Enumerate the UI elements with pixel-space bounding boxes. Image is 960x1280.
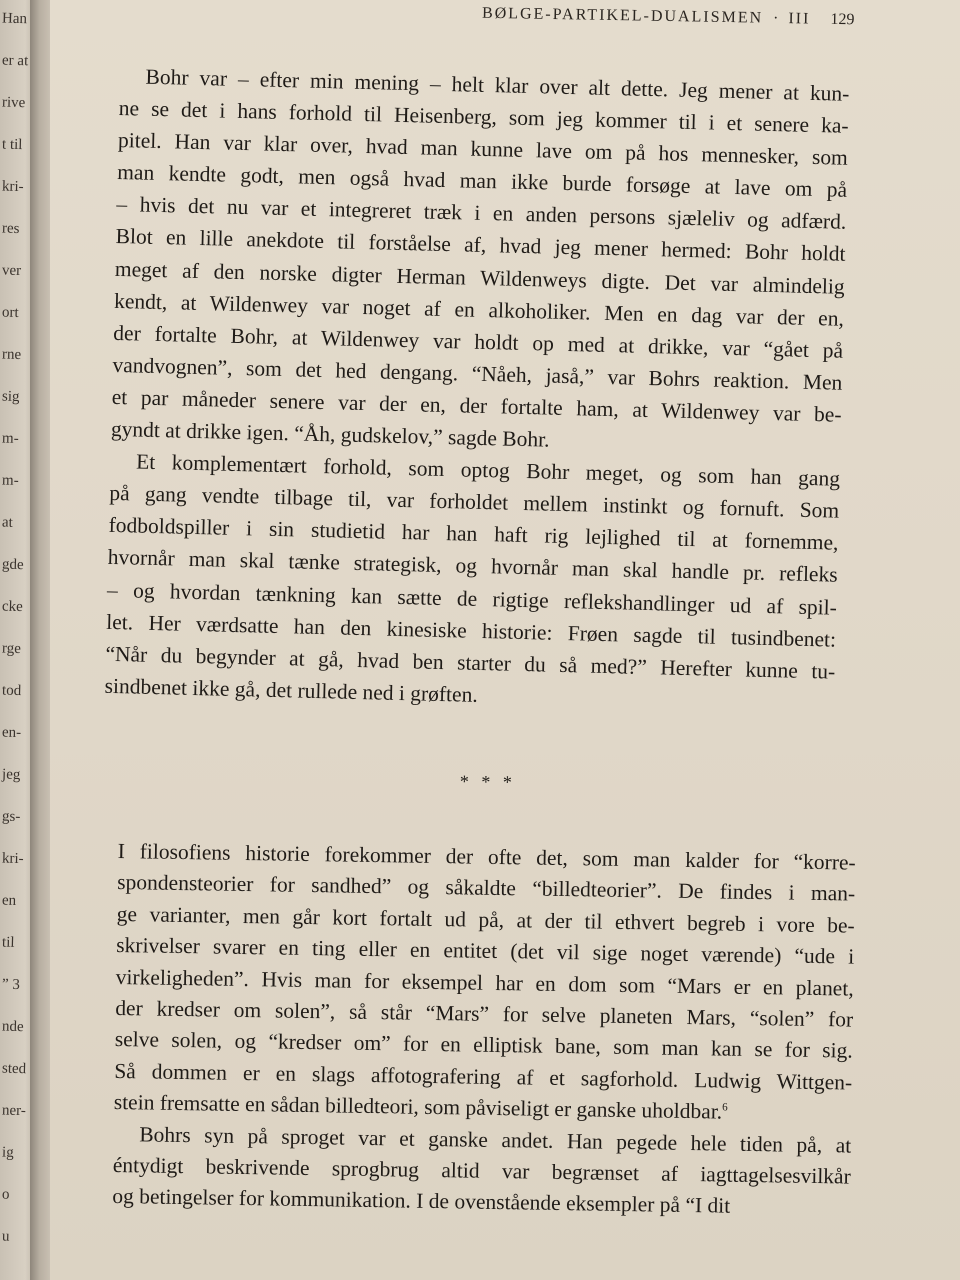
left-page-fragment: u: [1, 1228, 10, 1245]
left-page-fragment: en: [1, 892, 17, 909]
text-line: Blot en lille anekdote til forståelse af, hvad jeg mener hermed: Bohr holdt: [115, 224, 846, 267]
text-line: på gang vendte tilbage til, var forholdet mellem instinkt og fornuft. Som: [109, 481, 840, 523]
text-line: man kendte godt, men også hvad man ikke burde forsøge at lave om på: [116, 160, 848, 203]
text-line: Så dommen er en slags affotografering af et sagforhold. Ludwig Wittgen-: [114, 1058, 853, 1095]
left-page-fragment: m-: [1, 430, 19, 447]
left-page-fragment: ver: [1, 262, 22, 280]
page-number: 129: [830, 10, 855, 29]
text-line: spondensteorier for sandhed” og såkaldte “billedteorier”. De findes i man-: [117, 870, 856, 906]
footnote-reference[interactable]: 6: [722, 1101, 728, 1114]
section-2-wrapper: [112, 771, 856, 1224]
text-line: Et komplementært forhold, som optog Bohr meget, og som han gang: [135, 449, 841, 491]
text-line: stein fremsatte en sådan billedteori, som påviseligt er ganske uholdbar.$^6$: [113, 1090, 728, 1124]
text-line: virkeligheden”. Hvis man for eksempel har en dom som “Mars er en planet,: [115, 964, 854, 1001]
text-line: hvornår man skal tænke strategisk, og hvornår man skal handle pr. refleks: [107, 545, 838, 588]
left-page-fragment: at: [1, 514, 14, 531]
left-page-fragment: o: [1, 1186, 14, 1203]
left-page-fragment: Han: [1, 10, 28, 28]
left-page-fragment: nde: [1, 1018, 24, 1036]
text-line: I filosofiens historie forekommer der ofte det, som man kalder for “korre-: [117, 838, 856, 875]
text-line: éntydigt beskrivende sprogbrug altid var begrænset af iagttagelsesvilkår: [112, 1152, 851, 1189]
paragraph: [111, 60, 850, 463]
left-page-fragment: res: [1, 220, 20, 238]
text-line: pitel. Han var klar over, hvad man kunne lave om på hos mennesker, som: [117, 128, 849, 170]
text-line: ne se det i hans forhold til Heisenberg, som jeg kommer til i et senere ka-: [118, 96, 849, 138]
section-2: [112, 836, 856, 1224]
left-page-fragment: gde: [1, 556, 24, 574]
left-page-fragment: cke: [1, 598, 24, 616]
text-line: let. Her værdsatte han den kinesiske historie: Frøen sagde til tusindbenet:: [105, 609, 837, 652]
left-page-fragment: sted: [1, 1060, 27, 1078]
running-title: BØLGE-PARTIKEL-DUALISMEN: [481, 4, 764, 27]
text-line: kendt, at Wildenwey var noget af en alkoholiker. Men en dag var der en,: [113, 288, 845, 331]
left-page-fragment: rge: [1, 640, 22, 658]
left-page-fragment: gs-: [1, 808, 21, 826]
right-page: [50, 0, 960, 1280]
section-1: [104, 60, 849, 720]
header-separator: ·: [772, 9, 779, 27]
text-line: Bohr var – efter min mening – helt klar over alt dette. Jeg mener at kun-: [145, 64, 850, 106]
running-header: [482, 5, 855, 29]
paragraph: [114, 836, 856, 1130]
left-page-fragment: ort: [1, 304, 19, 321]
text-line: vandvognen”, som det hed dengang. “Nåeh, jaså,” var Bohrs reaktion. Men: [112, 352, 843, 395]
left-page-fragment: t til: [1, 136, 23, 154]
text-line: Bohrs syn på sproget var et ganske andet. Han pegede hele tiden på, at: [139, 1121, 852, 1158]
chapter-number: III: [788, 10, 811, 28]
paragraph: [104, 445, 840, 720]
section-break: * * *: [459, 771, 517, 793]
left-page-fragment: kri-: [1, 178, 24, 196]
left-page-fragment: m-: [1, 472, 19, 489]
text-line: et par måneder senere var der en, der fortalte ham, at Wildenwey var be-: [111, 384, 842, 427]
text-line: meget af den norske digter Herman Wildenweys digte. Det var almindelig: [114, 256, 845, 299]
left-page-fragment: rne: [1, 346, 22, 364]
left-page-fragment: en-: [1, 724, 22, 742]
text-line: “Når du begynder at gå, hvad ben starter du så med?” Herefter kunne tu-: [105, 641, 836, 684]
text-line: – hvis det nu var et integreret træk i en anden persons sjæleliv og adfærd.: [116, 192, 847, 235]
left-page-fragment: ig: [1, 1144, 14, 1161]
left-page-fragment: ner-: [1, 1102, 27, 1120]
text-line: ge varianter, men går kort fortalt ud på, at der til ethvert begreb i vore be-: [116, 901, 855, 938]
text-line: fodboldspiller i sin studietid har han haft rig lejlighed til at fornemme,: [108, 513, 839, 556]
text-line: sindbenet ikke gå, det rullede ned i grøften.: [104, 673, 479, 707]
text-line: gyndt at drikke igen. “Åh, gudskelov,” sagde Bohr.: [110, 416, 550, 452]
paragraph: [112, 1118, 851, 1224]
left-page-fragment: jeg: [1, 766, 21, 784]
left-page-fragment: ” 3: [1, 976, 21, 994]
left-page-fragment: tod: [1, 682, 22, 700]
left-page-fragment: sig: [1, 388, 20, 406]
text-line: selve solen, og “kredser om” for en elliptisk bane, som man kan se for sig.: [114, 1027, 853, 1063]
left-page-fragment: til: [1, 934, 15, 951]
text-line: skrivelser svarer en ting eller en entitet (det vil sige noget værende) “ude i: [116, 933, 855, 969]
text-line: – og hvordan tænkning kan sætte de rigtige reflekshandlinger ud af spil-: [106, 577, 838, 620]
left-page-fragment: rive: [1, 94, 26, 112]
left-page-fragment: er at: [1, 52, 29, 70]
text-line: der kredser om solen”, så står “Mars” for selve planeten Mars, “solen” for: [115, 995, 854, 1032]
left-page-fragment: kri-: [1, 850, 24, 868]
text-line: der fortalte Bohr, at Wildenwey var holdt op med at drikke, var “gået på: [113, 320, 844, 363]
text-line: og betingelser for kommunikation. I de ovenstående eksempler på “I dit: [112, 1184, 731, 1218]
